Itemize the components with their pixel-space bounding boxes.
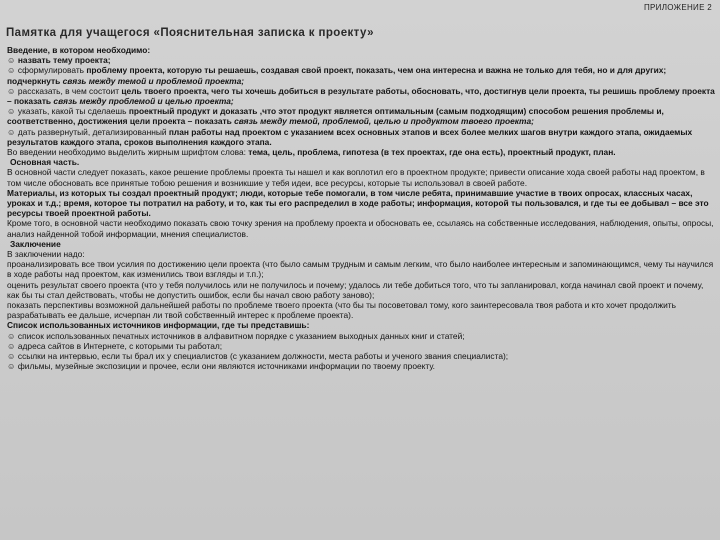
sources-item: ☺ ссылки на интервью, если ты брал их у специалистов (с указанием должности, места работы и ученого звания специалиста);: [7, 351, 509, 362]
main-paragraph-3: Кроме того, в основной части необходимо показать свою точку зрения на проблему проекта и обосновать ее, ссылаясь на собственные исследования, наблюдения, опыты, опросы, анализ найденной тобой информации, мнения специалистов.: [7, 218, 714, 239]
intro-keywords-note: Во введении необходимо выделить жирным шрифтом слова: тема, цель, проблема, гипотеза (в тех проектах, где она есть), проектный продукт, план.: [7, 147, 616, 158]
document-body: [7, 45, 715, 372]
sources-item: ☺ адреса сайтов в Интернете, с которыми ты работал;: [7, 340, 223, 351]
main-paragraph-1: В основной части следует показать, какое решение проблемы проекта ты нашел и как воплотил его в проектном продукте; привести описание хода своей работы над проектом, в том числе обосновать все принятые тобою решения и возникшие у тебя идеи, все ресурсы, которые ты использовал в своей работе.: [7, 167, 705, 188]
conclusion-item: оценить результат своего проекта (что у тебя получилось или не получилось и почему; удалось ли тебе добиться того, что ты запланировал, когда начинал свой проект и почему, как бы ты стал действовать, чтобы не допустить ошибок, если бы начал свою работу заново);: [7, 279, 704, 300]
sources-item: ☺ список использованных печатных источников в алфавитном порядке с указанием выходных данных книг и статей;: [7, 330, 465, 341]
intro-item-plan: ☺ дать развернутый, детализированный план работы над проектом с указанием всех основных этапов и всех более мелких шагов внутри каждого этапа, ожидаемых результатов каждого этапа, сроков выполнения каждого этапа.: [7, 126, 693, 147]
main-paragraph-resources: Материалы, из которых ты создал проектный продукт; люди, которые тебе помогали, в том числе ребята, принимавшие участие в твоих опросах, классных часах, уроках и т.д.; время, которое ты потратил на работу, и то, как ты его распределил в ходе работы; информация, которой ты пользовался, и где ты ее добывал – все это ресурсы твоей проектной работы.: [7, 187, 709, 219]
conclusion-item: проанализировать все твои усилия по достижению цели проекта (что было самым трудным и самым легким, что было наиболее интересным и запоминающимся, чему ты научился в ходе работы над проектом, как изменились твои взгляды и т.п.);: [7, 259, 714, 280]
document-title: Памятка для учащегося «Пояснительная записка к проекту»: [6, 27, 374, 39]
conclusion-heading: Заключение: [10, 238, 61, 249]
intro-item-product: ☺ указать, какой ты сделаешь проектный продукт и доказать ,что этот продукт является оптимальным (самым подходящим) способом решения проблемы и, соответственно, достижения цели проекта – показать связь между темой, проблемой, целью и продуктом твоего проекта;: [7, 106, 664, 127]
appendix-label: ПРИЛОЖЕНИЕ 2: [644, 3, 712, 12]
conclusion-intro: В заключении надо:: [7, 249, 85, 260]
intro-item-topic: ☺ назвать тему проекта;: [7, 55, 111, 66]
conclusion-item: показать перспективы возможной дальнейшей работы по проблеме твоего проекта (что бы ты посоветовал тому, кого заинтересовала твоя работа и кто хочет продолжить разрабатывать ее дальше, исчерпан ли твой собственный интерес к проблеме проекта).: [7, 300, 676, 321]
sources-item: ☺ фильмы, музейные экспозиции и прочее, если они являются источниками информации по твоему проекту.: [7, 361, 436, 372]
intro-item-problem: ☺ сформулировать проблему проекта, которую ты решаешь, создавая свой проект, показать, чем она интересна и важна не только для тебя, но и для других; подчеркнуть связь между темой и проблемой проекта;: [7, 65, 667, 86]
intro-heading: Введение, в котором необходимо:: [7, 45, 151, 55]
sources-heading: Список использованных источников информации, где ты представишь:: [7, 320, 310, 331]
intro-item-goal: ☺ рассказать, в чем состоит цель твоего проекта, чего ты хочешь добиться в результате работы, обосновать, что, достигнув цели проекта, ты решишь проблему проекта – показать связь между проблемой и целью проекта;: [7, 85, 715, 107]
main-heading: Основная часть.: [10, 157, 80, 168]
